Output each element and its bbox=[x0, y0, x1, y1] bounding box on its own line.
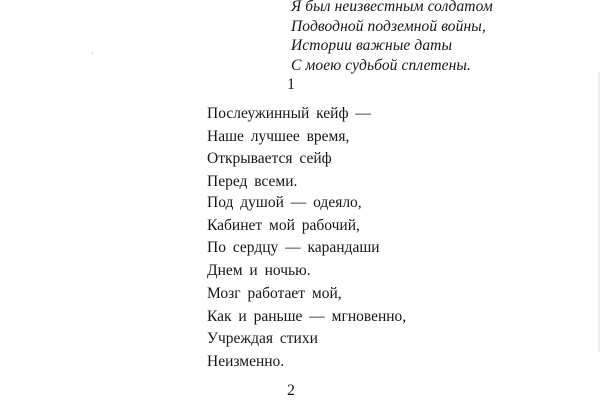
verse-line: Как и раньше — мгновенно, bbox=[207, 307, 407, 325]
verse-line: Днем и ночью. bbox=[207, 261, 311, 279]
verse-line: Кабинет мой рабочий, bbox=[207, 216, 360, 234]
verse-line: Наше лучшее время, bbox=[207, 127, 350, 145]
section-number: 1 bbox=[287, 76, 295, 93]
section-number: 2 bbox=[287, 382, 295, 399]
scan-speck bbox=[92, 52, 93, 54]
epigraph bbox=[291, 0, 493, 75]
verse-line: Учреждая стихи bbox=[207, 330, 318, 347]
epigraph-line: Подводной подземной войны, bbox=[291, 17, 486, 35]
epigraph-line: С моею судьбой сплетены. bbox=[291, 56, 471, 74]
verse-line: По сердцу — карандаши bbox=[207, 239, 380, 256]
verse-line: Открывается сейф bbox=[207, 150, 332, 167]
verse-line: Перед всеми. bbox=[207, 172, 298, 190]
verse-line: Неизменно. bbox=[207, 352, 285, 370]
verse-line: Послеужинный кейф — bbox=[207, 105, 371, 122]
stanza bbox=[207, 192, 380, 282]
verse-line: Мозг работает мой, bbox=[207, 285, 342, 302]
stanza bbox=[207, 283, 406, 373]
epigraph-line: Истории важные даты bbox=[291, 37, 453, 54]
stanza bbox=[207, 103, 371, 193]
epigraph-line: Я был неизвестным солдатом bbox=[291, 0, 493, 15]
verse-line: Под душой — одеяло, bbox=[207, 194, 362, 211]
